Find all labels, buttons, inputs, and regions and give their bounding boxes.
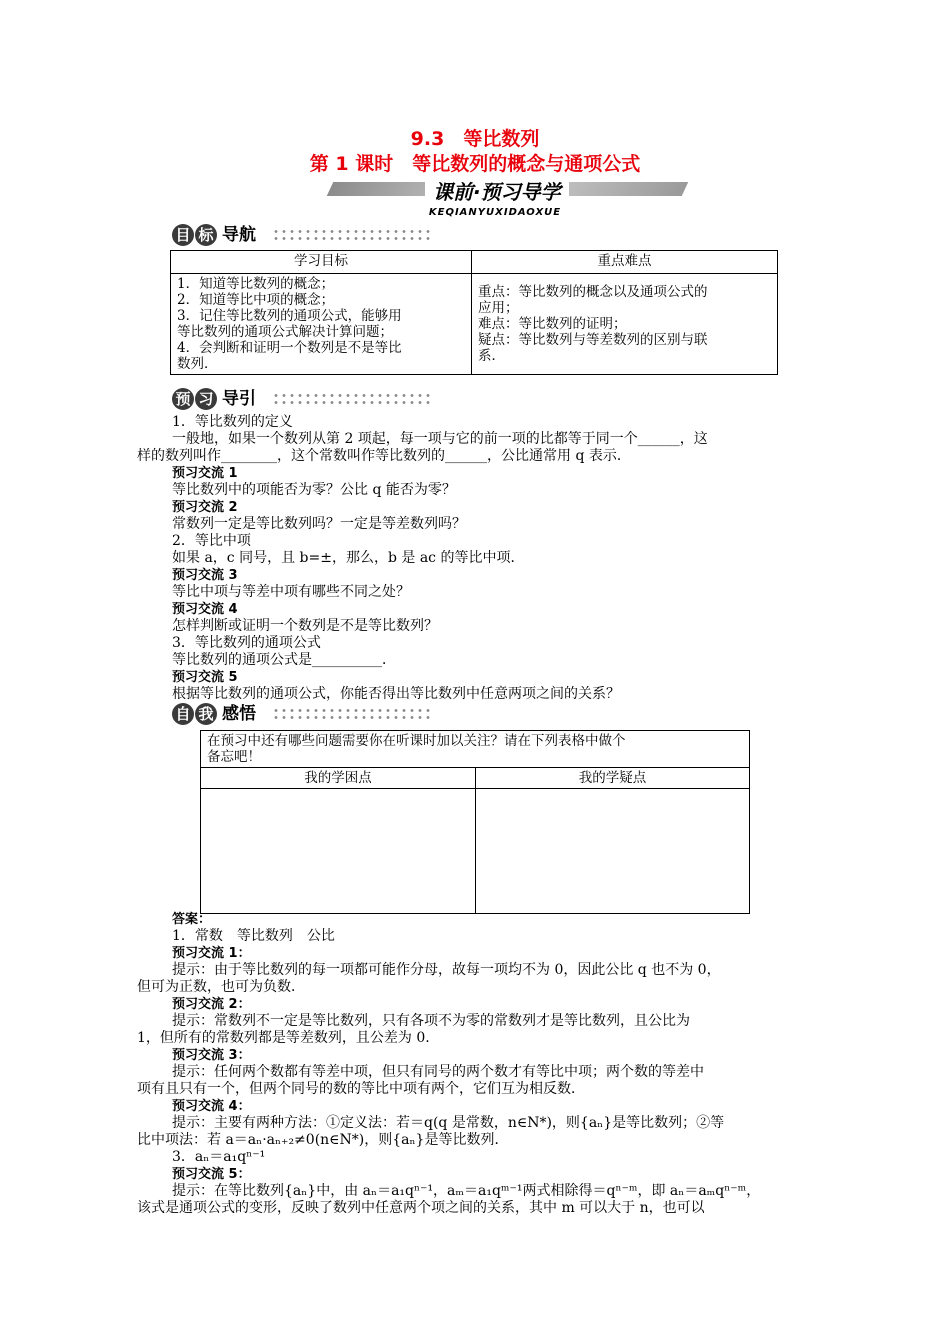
- key-point-line: 疑点：等比数列与等差数列的区别与联: [478, 332, 708, 348]
- preview-line: 1．等比数列的定义: [172, 414, 293, 430]
- preview-section-header: [172, 388, 432, 412]
- prompt-line: 备忘吧！: [207, 749, 261, 765]
- preview-line: 样的数列叫作________，这个常数叫作等比数列的______，公比通常用 q 表示．: [137, 448, 631, 464]
- key-point-line: 重点：等比数列的概念以及通项公式的: [478, 284, 708, 300]
- answer-line: 提示：在等比数列{aₙ}中，由 aₙ＝a₁qⁿ⁻¹，aₘ＝a₁qᵐ⁻¹两式相除得＝qⁿ⁻ᵐ，即 aₙ＝aₘqⁿ⁻ᵐ，: [172, 1183, 761, 1199]
- answer-line: 预习交流 5：: [172, 1167, 251, 1182]
- goals-section-header: [172, 224, 432, 248]
- prompt-line: 在预习中还有哪些问题需要你在听课时加以关注？请在下列表格中做个: [207, 733, 626, 749]
- preview-line: 预习交流 2: [172, 500, 238, 515]
- badge-char: 预: [172, 388, 194, 410]
- key-point-line: 系．: [478, 348, 505, 364]
- answer-line: 提示：任何两个数都有等差中项，但只有同号的两个数才有等比中项；两个数的等差中: [172, 1064, 704, 1080]
- goals-header: 学习目标: [171, 251, 472, 274]
- reflection-section-header: [172, 703, 432, 727]
- answer-line: 但可为正数，也可为负数．: [137, 979, 305, 995]
- badge-char: 习: [195, 388, 217, 410]
- preview-line: 常数列一定是等比数列吗？一定是等差数列吗？: [172, 516, 466, 532]
- key-point-line: 应用；: [478, 300, 519, 316]
- doubts-cell[interactable]: [476, 789, 750, 914]
- preview-line: 3．等比数列的通项公式: [172, 635, 321, 651]
- goals-table: [170, 250, 778, 375]
- answer-line: 提示：由于等比数列的每一项都可能作分母，故每一项均不为 0，因此公比 q 也不为 0，: [172, 962, 721, 978]
- answer-line: 预习交流 3：: [172, 1048, 251, 1063]
- key-points-header: 重点难点: [472, 251, 778, 274]
- preview-line: 等比数列的通项公式是__________．: [172, 652, 396, 668]
- answer-line: 预习交流 1：: [172, 946, 251, 961]
- dotted-divider: [272, 228, 432, 242]
- answer-line: 项有且只有一个，但两个同号的数的等比中项有两个，它们互为相反数．: [137, 1081, 585, 1097]
- preview-line: 等比数列中的项能否为零？公比 q 能否为零？: [172, 482, 456, 498]
- key-points-cell: [472, 274, 778, 375]
- banner-text: 课前·预习导学: [425, 176, 569, 205]
- preview-line: 如果 a，c 同号，且 b=±，那么，b 是 ac 的等比中项．: [172, 550, 525, 566]
- goal-line: 1．知道等比数列的概念；: [177, 276, 335, 292]
- goals-label: 导航: [222, 225, 256, 245]
- goal-line: 等比数列的通项公式解决计算问题；: [177, 324, 393, 340]
- answer-line: 预习交流 4：: [172, 1099, 251, 1114]
- preview-line: 怎样判断或证明一个数列是不是等比数列？: [172, 618, 438, 634]
- reflection-table: [200, 730, 750, 914]
- preview-line: 等比中项与等差中项有哪些不同之处？: [172, 584, 410, 600]
- key-point-line: 难点：等比数列的证明；: [478, 316, 627, 332]
- goal-line: 4．会判断和证明一个数列是不是等比: [177, 340, 402, 356]
- doubts-header: 我的学疑点: [476, 768, 750, 789]
- difficulties-header: 我的学困点: [201, 768, 476, 789]
- lesson-title: 第 1 课时 等比数列的概念与通项公式: [309, 153, 641, 175]
- preview-line: 2．等比中项: [172, 533, 251, 549]
- preview-text-block: [137, 414, 813, 703]
- answer-line: 提示：常数列不一定是等比数列，只有各项不为零的常数列才是等比数列，且公比为: [172, 1013, 690, 1029]
- preview-line: 根据等比数列的通项公式，你能否得出等比数列中任意两项之间的关系？: [172, 686, 620, 702]
- section-title: 9.3 等比数列: [410, 128, 540, 150]
- reflection-prompt: [201, 731, 750, 768]
- answer-line: 预习交流 2：: [172, 997, 251, 1012]
- answer-line: 该式是通项公式的变形，反映了数列中任意两个项之间的关系，其中 m 可以大于 n，也可以: [137, 1200, 705, 1216]
- answer-line: 比中项法：若 a＝aₙ·aₙ₊₂≠0(n∈N*)，则{aₙ}是等比数列．: [137, 1132, 509, 1148]
- goal-line: 2．知道等比中项的概念；: [177, 292, 335, 308]
- preview-line: 预习交流 3: [172, 568, 238, 583]
- dotted-divider: [272, 707, 432, 721]
- preview-badge: [172, 388, 218, 410]
- answer-line: 1．常数 等比数列 公比: [172, 928, 335, 944]
- answer-line: 答案：: [172, 912, 212, 927]
- preview-line: 一般地，如果一个数列从第 2 项起，每一项与它的前一项的比都等于同一个______，这: [172, 431, 708, 447]
- reflection-label: 感悟: [222, 704, 256, 724]
- banner: [300, 176, 690, 204]
- difficulties-cell[interactable]: [201, 789, 476, 914]
- reflection-badge: [172, 703, 218, 725]
- goals-badge: [172, 224, 218, 246]
- answer-line: 提示：主要有两种方法：①定义法：若＝q(q 是常数，n∈N*)，则{aₙ}是等比数列；②等: [172, 1115, 725, 1131]
- preview-label: 导引: [222, 389, 256, 409]
- badge-char: 标: [195, 224, 217, 246]
- goals-cell: [171, 274, 472, 375]
- answer-line: 3．aₙ＝a₁qⁿ⁻¹: [172, 1149, 266, 1165]
- goal-line: 数列．: [177, 356, 218, 372]
- answer-line: 1，但所有的常数列都是等差数列，且公差为 0.: [137, 1030, 430, 1046]
- badge-char: 我: [195, 703, 217, 725]
- badge-char: 目: [172, 224, 194, 246]
- preview-line: 预习交流 5: [172, 670, 238, 685]
- answer-text-block: [137, 911, 813, 1217]
- preview-line: 预习交流 4: [172, 602, 238, 617]
- goal-line: 3．记住等比数列的通项公式，能够用: [177, 308, 402, 324]
- banner-pinyin: KEQIANYUXIDAOXUE: [428, 207, 562, 218]
- badge-char: 自: [172, 703, 194, 725]
- dotted-divider: [272, 392, 432, 406]
- preview-line: 预习交流 1: [172, 466, 238, 481]
